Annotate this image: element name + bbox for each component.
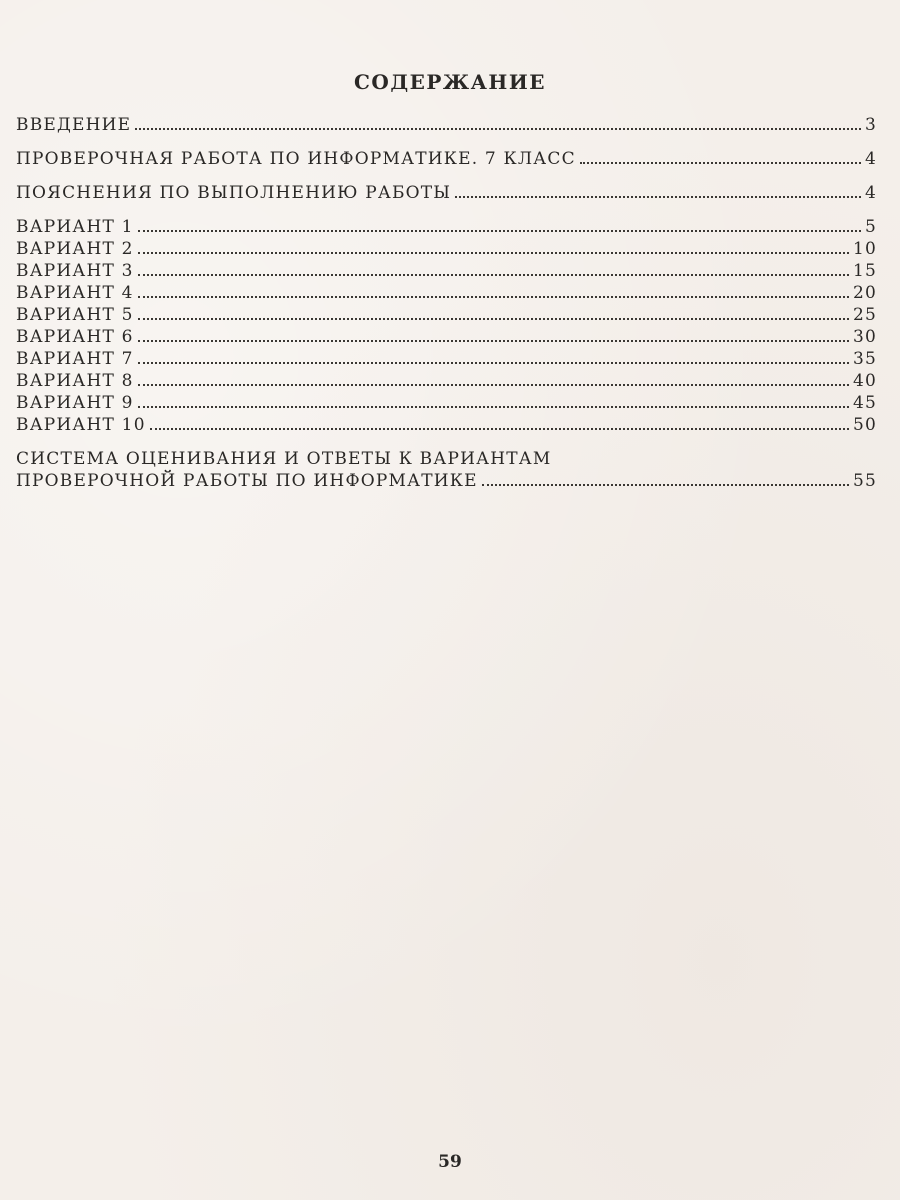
toc-entry (16, 238, 877, 260)
toc-entry-label: ПОЯСНЕНИЯ ПО ВЫПОЛНЕНИЮ РАБОТЫ (16, 183, 452, 203)
toc-entry-page: 3 (864, 115, 877, 135)
toc-entry-label: ПРОВЕРОЧНАЯ РАБОТА ПО ИНФОРМАТИКЕ. 7 КЛАСС (16, 149, 576, 169)
dot-leader (138, 340, 849, 342)
toc-entry-label: ВАРИАНТ 10 (16, 415, 146, 435)
toc-entry-page: 45 (852, 393, 877, 413)
toc-entry-label-line1: СИСТЕМА ОЦЕНИВАНИЯ И ОТВЕТЫ К ВАРИАНТАМ (16, 449, 552, 469)
toc-entry (16, 114, 877, 136)
toc-entry (16, 414, 877, 436)
toc-entry (16, 260, 877, 282)
toc-entry-label: ВАРИАНТ 6 (16, 327, 134, 347)
table-of-contents (16, 114, 877, 492)
toc-entry-label: ВВЕДЕНИЕ (16, 115, 132, 135)
toc-entry-page: 55 (852, 471, 877, 491)
dot-leader (580, 162, 861, 164)
dot-leader (138, 252, 849, 254)
toc-entry-page: 50 (852, 415, 877, 435)
toc-entry-page: 15 (852, 261, 877, 281)
toc-entry (16, 216, 877, 238)
toc-entry-label: ВАРИАНТ 9 (16, 393, 134, 413)
dot-leader (150, 428, 849, 430)
toc-entry-page: 20 (852, 283, 877, 303)
toc-entry (16, 392, 877, 414)
toc-entry-label: ВАРИАНТ 3 (16, 261, 134, 281)
dot-leader (135, 128, 861, 130)
dot-leader (138, 362, 849, 364)
toc-entry-label-line2: ПРОВЕРОЧНОЙ РАБОТЫ ПО ИНФОРМАТИКЕ (16, 471, 478, 491)
dot-leader (138, 274, 849, 276)
toc-entry (16, 304, 877, 326)
toc-entry-page: 30 (852, 327, 877, 347)
toc-entry (16, 148, 877, 170)
toc-entry-label: ВАРИАНТ 5 (16, 305, 134, 325)
toc-entry-multiline (16, 448, 877, 492)
dot-leader (138, 406, 849, 408)
toc-entry-page: 25 (852, 305, 877, 325)
toc-entry-page: 4 (864, 183, 877, 203)
toc-entry-label: ВАРИАНТ 1 (16, 217, 134, 237)
page-number: 59 (438, 1152, 462, 1172)
toc-entry-page: 40 (852, 371, 877, 391)
dot-leader (138, 318, 849, 320)
dot-leader (138, 384, 849, 386)
toc-entry (16, 370, 877, 392)
toc-entry-page: 10 (852, 239, 877, 259)
toc-entry (16, 326, 877, 348)
dot-leader (455, 196, 861, 198)
toc-entry (16, 182, 877, 204)
toc-entry-page: 4 (864, 149, 877, 169)
toc-entry-label: ВАРИАНТ 7 (16, 349, 134, 369)
toc-entry (16, 282, 877, 304)
dot-leader (138, 296, 849, 298)
dot-leader (138, 230, 861, 232)
toc-entry-label: ВАРИАНТ 4 (16, 283, 134, 303)
toc-entry-label: ВАРИАНТ 8 (16, 371, 134, 391)
toc-entry-page: 5 (864, 217, 877, 237)
toc-entry-line2 (16, 470, 877, 492)
dot-leader (482, 484, 849, 486)
toc-entry (16, 348, 877, 370)
toc-entry-page: 35 (852, 349, 877, 369)
toc-title: СОДЕРЖАНИЕ (354, 70, 546, 94)
toc-entry-label: ВАРИАНТ 2 (16, 239, 134, 259)
